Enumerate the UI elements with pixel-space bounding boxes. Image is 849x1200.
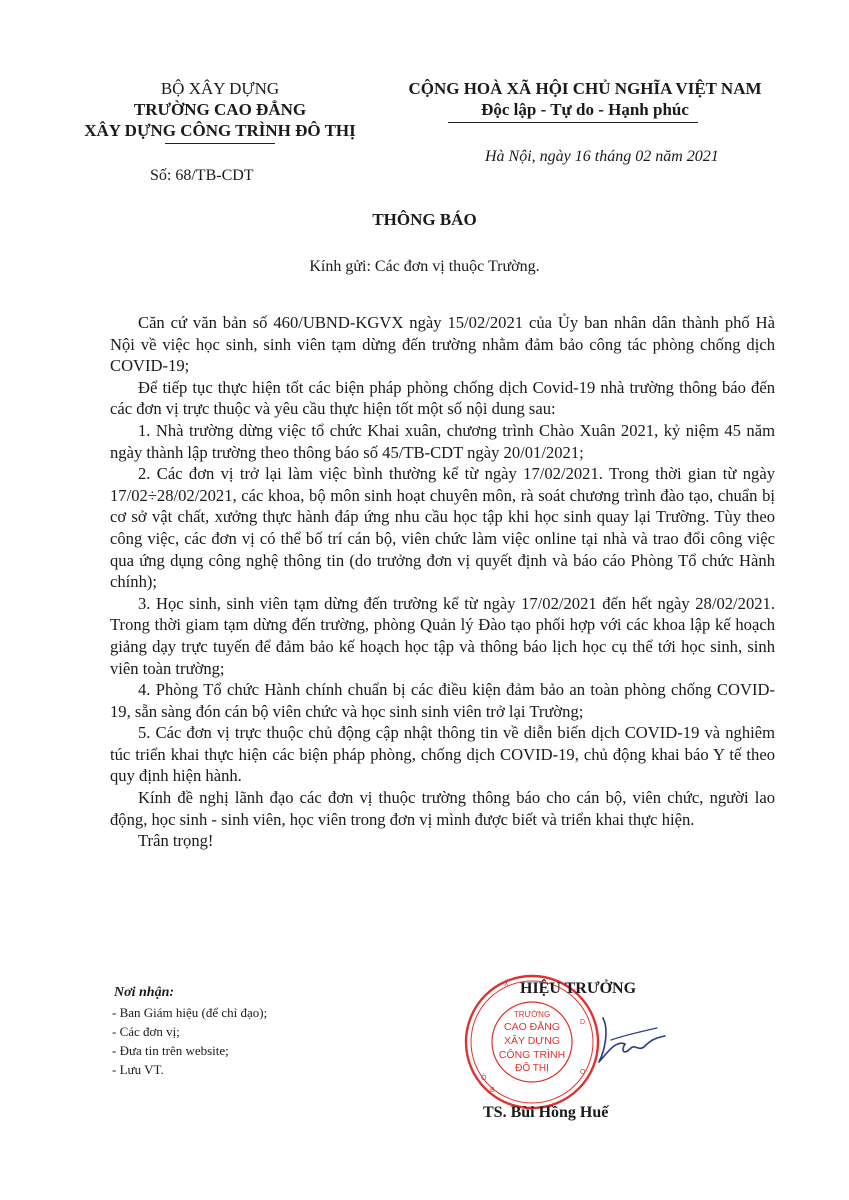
signer-name: TS. Bùi Hồng Huế	[483, 1104, 609, 1121]
document-body	[110, 312, 775, 852]
date-location: Hà Nội, ngày 16 tháng 02 năm 2021	[485, 148, 719, 165]
paragraph: 5. Các đơn vị trực thuộc chủ động cập nhật thông tin về diễn biến dịch COVID-19 và nghiêm túc triển khai thực hiện các biện pháp phòng, chống dịch COVID-19, chủ động khai báo Y tế theo quy định hiện hành.	[110, 723, 775, 786]
signer-title: HIỆU TRƯỞNG	[520, 980, 637, 997]
recipient-line: Kính gửi: Các đơn vị thuộc Trường.	[309, 258, 540, 275]
seal-text: CÔNG TRÌNH	[498, 1049, 566, 1061]
national-header	[370, 78, 800, 123]
paragraph: 3. Học sinh, sinh viên tạm dừng đến trường kể từ ngày 17/02/2021 đến hết ngày 28/02/2021. Trong thời giam tạm dừng đến trường, phòng Quản lý Đào tạo phối hợp với các khoa lập kế hoạch giảng dạy trực tuyến để đảm bảo kế hoạch học tập và thông báo lịch học cụ thể tới học sinh, sinh viên toàn trường;	[110, 593, 775, 678]
paragraph: Để tiếp tục thực hiện tốt các biện pháp phòng chống dịch Covid-19 nhà trường thông báo đến các đơn vị trực thuộc và yêu cầu thực hiện tốt một số nội dung sau:	[110, 377, 775, 419]
paragraph: 2. Các đơn vị trở lại làm việc bình thường kể từ ngày 17/02/2021. Trong thời gian từ ngày 17/02÷28/02/2021, các khoa, bộ môn sinh hoạt chuyên môn, rà soát chương trình đào tạo, chuẩn bị cơ sở vật chất, xưởng thực hành đáp ứng nhu cầu học tập khi học sinh quay lại Trường. Tùy theo công việc, các đơn vị có thể bố trí cán bộ, viên chức làm việc online tại nhà và trao đổi công việc qua ứng dụng công nghệ thông tin (do trưởng đơn vị quyết định và báo cáo Phòng Tổ chức Hành chính);	[110, 464, 775, 592]
school-name-line2: XÂY DỰNG CÔNG TRÌNH ĐÔ THỊ	[84, 121, 356, 140]
distribution-item: - Lưu VT.	[112, 1062, 164, 1077]
paragraph: 4. Phòng Tổ chức Hành chính chuẩn bị các điều kiện đảm bảo an toàn phòng chống COVID-19, sẵn sàng đón cán bộ viên chức và học sinh sinh viên trở lại Trường;	[110, 680, 775, 721]
seal-text: TRƯỜNG	[513, 1010, 551, 1019]
closing: Trân trọng!	[138, 831, 214, 851]
header-underline	[165, 143, 275, 144]
paragraph: Kính đề nghị lãnh đạo các đơn vị thuộc trường thông báo cho cán bộ, viên chức, người lao động, học sinh - sinh viên, học viên trong đơn vị mình được biết và triển khai thực hiện.	[110, 788, 775, 829]
seal-text: CAO ĐẲNG	[503, 1021, 561, 1033]
distribution-list	[112, 983, 412, 1079]
seal-text: ĐÔ THỊ	[515, 1063, 549, 1074]
school-name-line1: TRƯỜNG CAO ĐẲNG	[133, 100, 307, 119]
distribution-item: - Đưa tin trên website;	[112, 1043, 229, 1058]
document-title: THÔNG BÁO	[372, 210, 477, 229]
country-name: CỘNG HOÀ XÃ HỘI CHỦ NGHĨA VIỆT NAM	[408, 79, 762, 98]
distribution-item: - Các đơn vị;	[112, 1024, 180, 1039]
ministry-name: BỘ XÂY DỰNG	[160, 79, 280, 98]
national-motto: Độc lập - Tự do - Hạnh phúc	[481, 100, 689, 119]
handwritten-signature	[595, 1010, 670, 1070]
motto-underline	[448, 122, 698, 123]
paragraph: 1. Nhà trường dừng việc tổ chức Khai xuân, chương trình Chào Xuân 2021, kỷ niệm 45 năm ngày thành lập trường theo thông báo số 45/TB-CDT ngày 20/01/2021;	[110, 420, 775, 462]
distribution-heading: Nơi nhận:	[114, 985, 175, 1000]
issuing-agency-header	[40, 78, 400, 144]
paragraph: Căn cứ văn bản số 460/UBND-KGVX ngày 15/02/2021 của Ủy ban nhân dân thành phố Hà Nội về việc học sinh, sinh viên tạm dừng đến trường nhằm đảm bảo công tác phòng chống dịch COVID-19;	[110, 313, 775, 376]
svg-text:Ô: Ô	[481, 1075, 487, 1082]
seal-text: XÂY DỰNG	[503, 1035, 561, 1047]
svg-text:B: B	[490, 1087, 495, 1094]
distribution-item: - Ban Giám hiệu (để chỉ đạo);	[112, 1005, 268, 1020]
svg-text:D: D	[580, 1019, 586, 1026]
document-number: Số: 68/TB-CDT	[150, 167, 254, 184]
svg-text:O: O	[580, 1069, 586, 1076]
svg-text:X: X	[504, 981, 509, 988]
